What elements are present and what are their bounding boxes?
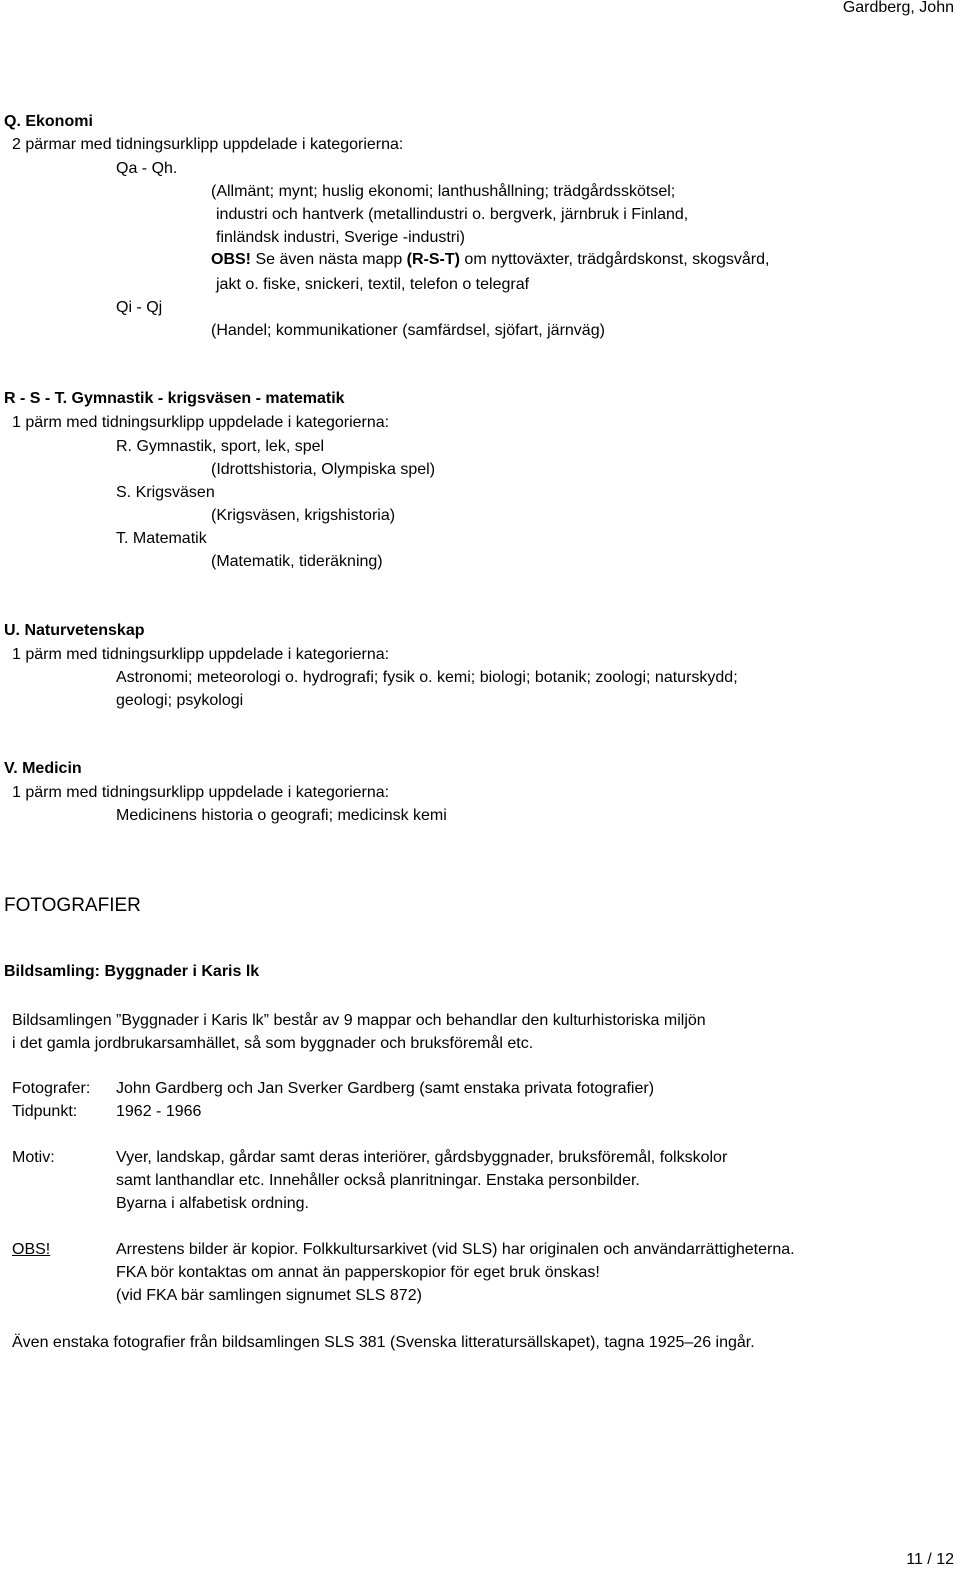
photos-obs-line-1: Arrestens bilder är kopior. Folkkultursarkivet (vid SLS) har originalen och användarrättigheterna. [116,1241,795,1258]
photos-title: FOTOGRAFIER [4,895,141,916]
time-label: Tidpunkt: [12,1103,78,1120]
qa-obs-text-b: om nyttoväxter, trädgårdskonst, skogsvård, [459,251,770,268]
qa-obs-ref: (R-S-T) [406,251,460,268]
motif-line-3: Byarna i alfabetisk ordning. [116,1195,309,1212]
section-rst-intro: 1 pärm med tidningsurklipp uppdelade i kategorierna: [12,414,390,431]
qi-text: (Handel; kommunikationer (samfärdsel, sjöfart, järnväg) [211,322,605,339]
photos-desc-1: Bildsamlingen ”Byggnader i Karis lk” består av 9 mappar och behandlar den kulturhistoriska miljön [12,1012,706,1029]
time-value: 1962 - 1966 [116,1103,202,1120]
qa-label: Qa - Qh. [116,160,178,177]
qi-label: Qi - Qj [116,299,163,316]
photographer-value: John Gardberg och Jan Sverker Gardberg (samt enstaka privata fotografier) [116,1080,655,1097]
photos-final-note: Även enstaka fotografier från bildsamlingen SLS 381 (Svenska litteratursällskapet), tagna 1925–26 ingår. [12,1334,755,1351]
page-number: 11 / 12 [906,1551,954,1568]
section-q-heading: Q. Ekonomi [4,113,93,130]
section-u-line-1: Astronomi; meteorologi o. hydrografi; fysik o. kemi; biologi; botanik; zoologi; naturskydd; [116,669,738,686]
qa-obs-text-a: Se även nästa mapp [251,251,407,268]
qa-line-5: jakt o. fiske, snickeri, textil, telefon o telegraf [216,276,530,293]
photos-desc-2: i det gamla jordbrukarsamhället, så som byggnader och bruksföremål etc. [12,1035,534,1052]
photos-subtitle: Bildsamling: Byggnader i Karis lk [4,963,260,980]
photos-obs-line-3: (vid FKA bär samlingen signumet SLS 872) [116,1287,422,1304]
photographer-label: Fotografer: [12,1080,91,1097]
section-v-line-1: Medicinens historia o geografi; medicinsk kemi [116,807,447,824]
rst-s-label: S. Krigsväsen [116,484,215,501]
header-author: Gardberg, John [842,0,954,16]
rst-s-desc: (Krigsväsen, krigshistoria) [211,507,396,524]
qa-line-1: (Allmänt; mynt; huslig ekonomi; lanthushållning; trädgårdsskötsel; [211,183,676,200]
qa-obs-line [211,250,769,270]
motif-label: Motiv: [12,1149,55,1166]
rst-r-desc: (Idrottshistoria, Olympiska spel) [211,461,436,478]
photos-obs-label: OBS! [12,1241,51,1258]
motif-line-2: samt lanthandlar etc. Innehåller också planritningar. Enstaka personbilder. [116,1172,640,1189]
rst-t-label: T. Matematik [116,530,207,547]
rst-t-desc: (Matematik, tideräkning) [211,553,383,570]
section-u-line-2: geologi; psykologi [116,692,244,709]
rst-r-label: R. Gymnastik, sport, lek, spel [116,438,325,455]
section-v-heading: V. Medicin [4,760,82,777]
section-q-intro: 2 pärmar med tidningsurklipp uppdelade i kategorierna: [12,136,404,153]
qa-line-3: finländsk industri, Sverige -industri) [216,229,465,246]
section-u-intro: 1 pärm med tidningsurklipp uppdelade i kategorierna: [12,646,390,663]
section-u-heading: U. Naturvetenskap [4,622,145,639]
photos-obs-line-2: FKA bör kontaktas om annat än papperskopior för eget bruk önskas! [116,1264,600,1281]
section-rst-heading: R - S - T. Gymnastik - krigsväsen - matematik [4,390,345,407]
qa-obs-label: OBS! [211,251,251,268]
motif-line-1: Vyer, landskap, gårdar samt deras interiörer, gårdsbyggnader, bruksföremål, folkskolor [116,1149,728,1166]
qa-line-2: industri och hantverk (metallindustri o. bergverk, järnbruk i Finland, [216,206,689,223]
section-v-intro: 1 pärm med tidningsurklipp uppdelade i kategorierna: [12,784,390,801]
